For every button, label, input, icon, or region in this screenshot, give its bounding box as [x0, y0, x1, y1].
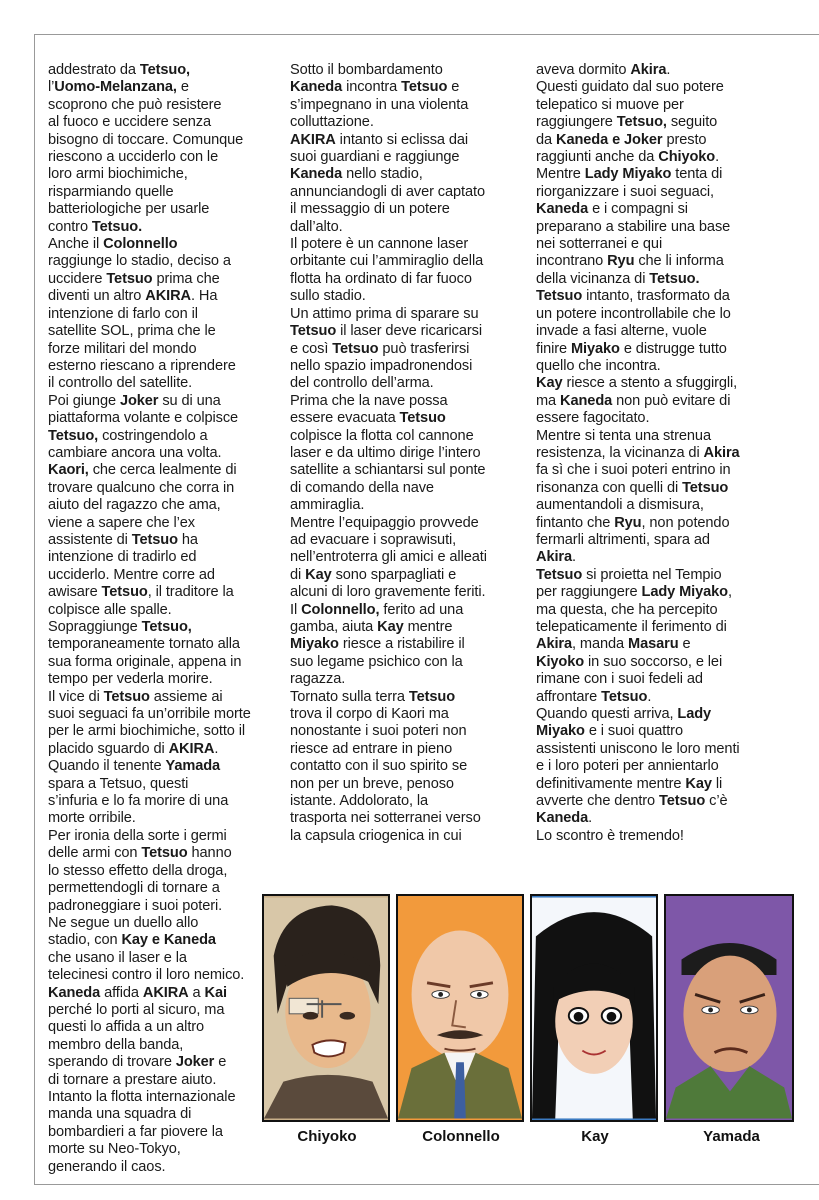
text-line: fa sì che i suoi poteri entrino in: [536, 462, 731, 479]
text-column-1: [48, 62, 273, 1176]
text-line: Il potere è un cannone laser: [290, 236, 469, 253]
text-line: contatto con il suo spirito se: [290, 758, 468, 775]
text-line: suoi seguaci fa un’orribile morte: [48, 706, 251, 723]
text-line: Sotto il bombardamento: [290, 62, 443, 78]
text-line: nell’entroterra gli amici e alleati: [290, 549, 487, 566]
text-line: assistente di Tetsuo ha: [48, 531, 198, 548]
frame-rule-left: [34, 34, 35, 1184]
text-line: assistenti uniscono le loro menti: [536, 740, 740, 757]
text-line: della vicinanza di Tetsuo.: [536, 270, 700, 287]
text-line: flotta ha ordinato di far fuoco: [290, 270, 472, 287]
character-portraits: [262, 894, 797, 1154]
text-line: spara a Tetsuo, questi: [48, 775, 189, 792]
text-line: Intanto la flotta internazionale: [48, 1088, 236, 1105]
text-line: morte orribile.: [48, 810, 136, 827]
text-line: satellite a schiantarsi sul ponte: [290, 462, 486, 479]
text-line: Tetsuo intanto, trasformato da: [536, 288, 730, 305]
text-line: lo stesso effetto della droga,: [48, 862, 228, 879]
text-line: raggiunti anche da Chiyoko.: [536, 149, 720, 166]
text-line: telecinesi contro il loro nemico.: [48, 967, 245, 984]
text-line: laser e da ultimo dirige l’intero: [290, 444, 481, 461]
text-line: Questi guidato dal suo potere: [536, 79, 724, 96]
text-line: essere evacuata Tetsuo: [290, 410, 446, 427]
text-line: istante. Addolorato, la: [290, 793, 429, 810]
text-line: suoi guardiani e raggiunge: [290, 149, 460, 166]
text-line: Akira.: [536, 549, 576, 566]
yamada-illustration: [666, 896, 792, 1120]
text-line: fermarli altrimenti, spara ad: [536, 531, 710, 548]
text-line: addestrato da Tetsuo,: [48, 62, 191, 78]
text-line: Kaneda.: [536, 810, 593, 827]
text-line: avverte che dentro Tetsuo c’è: [536, 793, 728, 810]
text-line: ad evacuare i soprawisuti,: [290, 531, 457, 548]
text-line: piattaforma volante e colpisce: [48, 410, 239, 427]
text-line: Tornato sulla terra Tetsuo: [290, 688, 456, 705]
text-line: raggiunge lo stadio, deciso a: [48, 253, 231, 270]
text-line: intenzione di farlo con il: [48, 305, 198, 322]
text-line: trova il corpo di Kaori ma: [290, 706, 449, 723]
text-line: aveva dormito Akira.: [536, 62, 671, 78]
text-line: telepaticamente il ferimento di: [536, 619, 727, 635]
text-line: bisogno di toccare. Comunque: [48, 131, 244, 148]
text-line: finire Miyako e distrugge tutto: [536, 340, 727, 357]
text-line: e i loro poteri per annientarlo: [536, 758, 719, 775]
text-line: annunciandogli di aver captato: [290, 183, 485, 200]
text-line: aiuto del ragazzo che ama,: [48, 497, 221, 514]
text-line: stadio, con Kay e Kaneda: [48, 932, 216, 949]
text-line: morte su Neo-Tokyo,: [48, 1141, 181, 1158]
text-line: s’infuria e lo fa morire di una: [48, 793, 229, 810]
text-column-3: [536, 62, 768, 845]
text-line: riesce ad entrare in pieno: [290, 740, 453, 757]
text-line: colluttazione.: [290, 114, 374, 131]
text-line: padroneggiare i suoi poteri.: [48, 897, 223, 914]
text-line: Un attimo prima di sparare su: [290, 305, 479, 322]
text-line: bombardieri a far piovere la: [48, 1123, 223, 1140]
text-line: nello spazio impadronendosi: [290, 357, 473, 374]
text-line: contro Tetsuo.: [48, 218, 143, 235]
text-line: uccidere Tetsuo prima che: [48, 270, 220, 287]
text-line: perché lo porti al sicuro, ma: [48, 1001, 225, 1018]
text-line: manda una squadra di: [48, 1106, 192, 1123]
text-line: fintanto che Ryu, non potendo: [536, 514, 730, 531]
text-line: per le armi biochimiche, sotto il: [48, 723, 246, 740]
text-line: di tornare a prestare aiuto.: [48, 1071, 217, 1088]
text-line: scoprono che può resistere: [48, 96, 222, 113]
portrait-kay: [530, 894, 658, 1122]
text-line: membro della banda,: [48, 1036, 184, 1053]
colonnello-illustration: [398, 896, 522, 1120]
text-line: alcuni di loro gravemente feriti.: [290, 584, 486, 601]
text-column-2: [290, 62, 518, 845]
text-line: nei sotterranei e qui: [536, 236, 663, 253]
text-line: Akira, manda Masaru e: [536, 636, 691, 653]
text-line: risparmiando quelle: [48, 183, 174, 200]
text-line: Mentre Lady Miyako tenta di: [536, 166, 723, 183]
text-line: Miyako riesce a ristabilire il: [290, 636, 465, 653]
text-line: Quando il tenente Yamada: [48, 758, 221, 775]
text-line: per raggiungere Lady Miyako,: [536, 584, 732, 601]
caption-kay: Kay: [581, 1128, 609, 1145]
text-line: Kay riesce a stento a sfuggirgli,: [536, 375, 738, 392]
text-line: viene a sapere che l’ex: [48, 514, 195, 531]
text-line: satellite SOL, prima che le: [48, 323, 216, 340]
caption-colonnello: Colonnello: [422, 1128, 500, 1145]
text-line: forze militari del mondo: [48, 340, 197, 357]
text-line: cambiare ancora una volta.: [48, 444, 222, 461]
text-line: raggiungere Tetsuo, seguito: [536, 114, 718, 131]
text-line: da Kaneda e Joker presto: [536, 131, 707, 148]
text-line: al fuoco e uccidere senza: [48, 114, 211, 131]
text-line: invade a fasi alterne, vuole: [536, 323, 707, 340]
text-line: gamba, aiuta Kay mentre: [290, 619, 453, 635]
text-line: ammiraglia.: [290, 497, 365, 514]
text-line: Mentre l’equipaggio provvede: [290, 514, 479, 531]
text-line: Ne segue un duello allo: [48, 914, 199, 931]
text-line: il messaggio di un potere: [290, 201, 450, 218]
text-line: aumentandoli a dismisura,: [536, 497, 704, 514]
text-line: sua forma originale, appena in: [48, 653, 242, 670]
text-line: nonostante i suoi poteri non: [290, 723, 467, 740]
text-line: un potere incontrollabile che lo: [536, 305, 731, 322]
text-line: ucciderlo. Mentre corre ad: [48, 566, 215, 583]
text-line: trasporta nei sotterranei verso: [290, 810, 481, 827]
text-line: sperando di trovare Joker e: [48, 1054, 227, 1071]
text-line: riescono a ucciderlo con le: [48, 149, 219, 166]
chiyoko-illustration: [264, 896, 388, 1120]
text-line: rimane con i suoi fedeli ad: [536, 671, 703, 688]
text-line: Kaneda incontra Tetsuo e: [290, 79, 460, 96]
text-line: quello che incontra.: [536, 357, 661, 374]
text-line: ma questa, che ha percepito: [536, 601, 718, 618]
text-line: incontrano Ryu che li informa: [536, 253, 724, 270]
text-line: tempo per vederla morire.: [48, 671, 213, 688]
text-line: Sopraggiunge Tetsuo,: [48, 619, 192, 635]
text-line: loro armi biochimiche,: [48, 166, 188, 183]
text-line: e così Tetsuo può trasferirsi: [290, 340, 470, 357]
text-line: intenzione di tradirlo ed: [48, 549, 197, 566]
text-line: Kaori, che cerca lealmente di: [48, 462, 237, 479]
text-line: suo legame psichico con la: [290, 653, 463, 670]
text-line: Tetsuo, costringendolo a: [48, 427, 208, 444]
text-line: Kiyoko in suo soccorso, e lei: [536, 653, 723, 670]
text-line: colpisce alle spalle.: [48, 601, 172, 618]
kay-illustration: [532, 896, 656, 1120]
text-line: sullo stadio.: [290, 288, 366, 305]
frame-rule-bottom: [34, 1184, 819, 1185]
text-line: essere fagocitato.: [536, 410, 650, 427]
text-line: Poi giunge Joker su di una: [48, 392, 221, 409]
text-line: del controllo dell’arma.: [290, 375, 434, 392]
text-line: Per ironia della sorte i germi: [48, 827, 227, 844]
caption-chiyoko: Chiyoko: [297, 1128, 357, 1145]
text-line: Lo scontro è tremendo!: [536, 827, 684, 844]
text-line: che usano il laser e la: [48, 949, 187, 966]
text-line: Kaneda e i compagni si: [536, 201, 688, 218]
text-line: definitivamente mentre Kay li: [536, 775, 723, 792]
text-line: diventi un altro AKIRA. Ha: [48, 288, 218, 305]
text-line: colpisce la flotta col cannone: [290, 427, 474, 444]
text-line: Kaneda affida AKIRA a Kai: [48, 984, 227, 1001]
text-line: Miyako e i suoi quattro: [536, 723, 683, 740]
text-line: generando il caos.: [48, 1158, 166, 1175]
text-line: Tetsuo si proietta nel Tempio: [536, 566, 722, 583]
text-line: ma Kaneda non può evitare di: [536, 392, 731, 409]
text-line: affrontare Tetsuo.: [536, 688, 652, 705]
text-line: preparano a stabilire una base: [536, 218, 731, 235]
text-line: permettendogli di tornare a: [48, 880, 220, 897]
caption-yamada: Yamada: [703, 1128, 760, 1145]
text-line: s’impegnano in una violenta: [290, 96, 469, 113]
text-line: telepatico si muove per: [536, 96, 684, 113]
text-line: batteriologiche per usarle: [48, 201, 210, 218]
portrait-colonnello: [396, 894, 524, 1122]
text-line: ragazza.: [290, 671, 346, 688]
text-line: Kaneda nello stadio,: [290, 166, 423, 183]
text-line: di Kay sono sparpagliati e: [290, 566, 457, 583]
text-line: resistenza, la vicinanza di Akira: [536, 444, 740, 461]
text-line: AKIRA intanto si eclissa dai: [290, 131, 469, 148]
text-line: delle armi con Tetsuo hanno: [48, 845, 232, 862]
text-line: non per un breve, penoso: [290, 775, 454, 792]
text-line: temporaneamente tornato alla: [48, 636, 240, 653]
text-line: questi lo affida a un altro: [48, 1019, 205, 1036]
text-line: l’Uomo-Melanzana, e: [48, 79, 189, 96]
text-line: trovare qualcuno che corra in: [48, 479, 235, 496]
text-line: placido sguardo di AKIRA.: [48, 740, 219, 757]
text-line: risonanza con quelli di Tetsuo: [536, 479, 729, 496]
text-line: esterno riescano a riprendere: [48, 357, 236, 374]
text-line: il controllo del satellite.: [48, 375, 193, 392]
frame-rule-top: [34, 34, 819, 35]
text-line: Tetsuo il laser deve ricaricarsi: [290, 323, 482, 340]
text-line: di comando della nave: [290, 479, 434, 496]
portrait-yamada: [664, 894, 794, 1122]
text-line: Il vice di Tetsuo assieme ai: [48, 688, 223, 705]
text-line: riorganizzare i suoi seguaci,: [536, 183, 714, 200]
portrait-chiyoko: [262, 894, 390, 1122]
text-line: Anche il Colonnello: [48, 236, 178, 253]
text-line: Quando questi arriva, Lady: [536, 706, 712, 723]
text-line: Il Colonnello, ferito ad una: [290, 601, 464, 618]
text-line: Mentre si tenta una strenua: [536, 427, 711, 444]
text-line: orbitante cui l’ammiraglio della: [290, 253, 484, 270]
text-line: awisare Tetsuo, il traditore la: [48, 584, 234, 601]
text-line: la capsula criogenica in cui: [290, 827, 462, 844]
text-line: Prima che la nave possa: [290, 392, 448, 409]
text-line: dall’alto.: [290, 218, 343, 235]
